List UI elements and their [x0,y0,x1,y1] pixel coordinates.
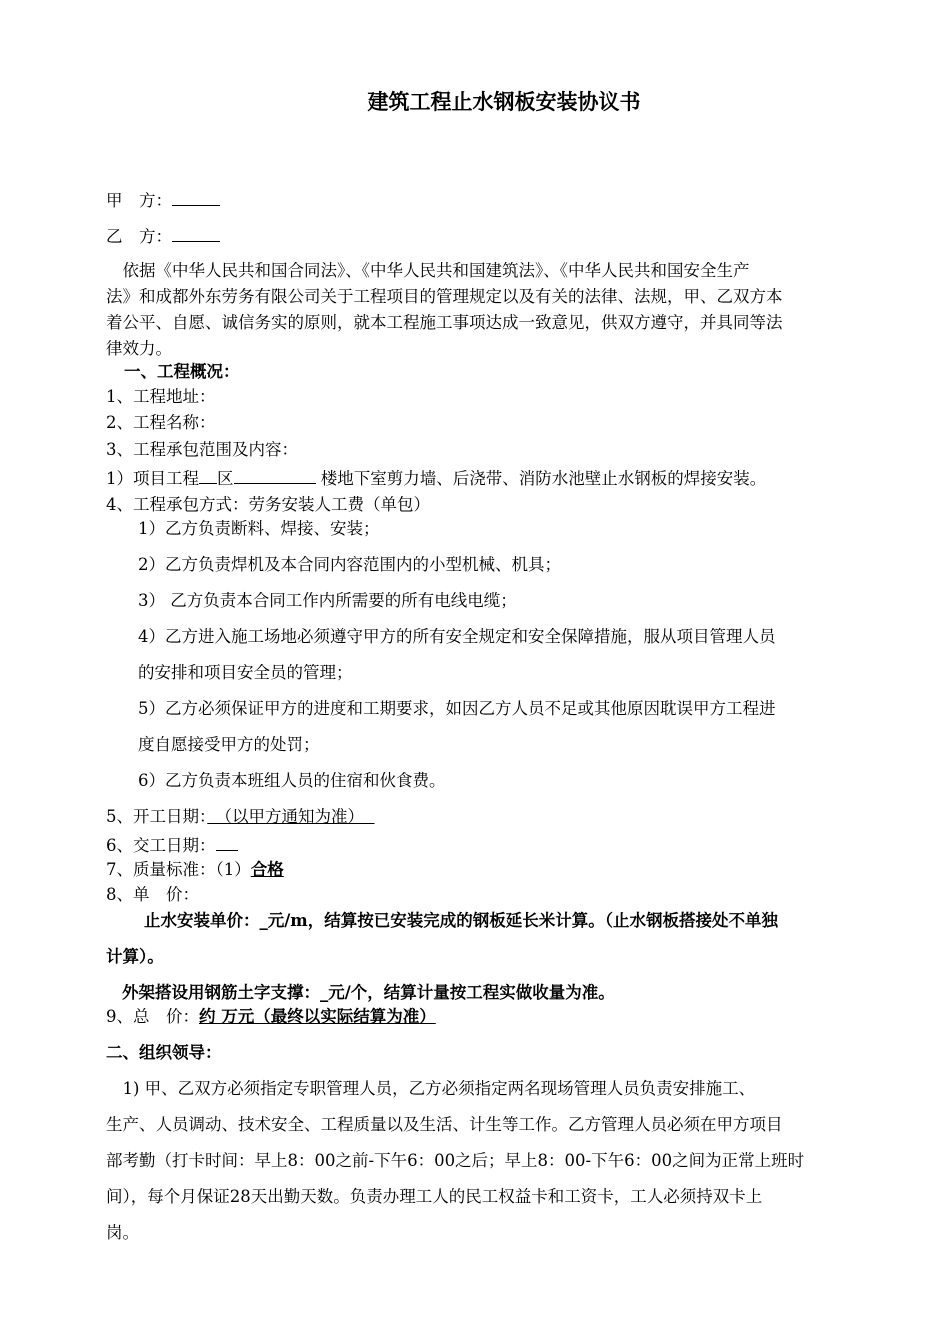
contract-method: 4、工程承包方式：劳务安装人工费（单包） [106,495,430,514]
start-date-label: 5、开工日期： [106,807,208,826]
quality-label: 7、质量标准：（1） [106,860,251,879]
scope-item [106,466,766,490]
section2-line: 间），每个月保证28天出勤天数。负责办理工人的民工权益卡和工资卡，工人必须持双卡上 [106,1187,763,1206]
start-date-trail [364,807,375,826]
start-date-value: （以甲方通知为准） [207,807,364,826]
document-title: 建筑工程止水钢板安装协议书 [367,90,641,114]
section2-line: 生产、人员调动、技术安全、工程质量以及生活、计生等工作。乙方管理人员必须在甲方项目 [106,1115,783,1134]
party-a-line [106,188,220,212]
duty-item: 2）乙方负责焊机及本合同内容范围内的小型机械、机具； [138,555,561,574]
start-date-line [106,806,375,828]
intro-line: 依据《中华人民共和国合同法》、《中华人民共和国建筑法》、《中华人民共和国安全生产 [106,261,750,280]
scope-blank [234,466,316,484]
quality-line [106,859,284,881]
project-address: 1、工程地址： [106,387,216,406]
duty-item: 3） 乙方负责本合同工作内所需要的所有电线电缆； [138,591,517,610]
scope-item-suffix: 楼地下室剪力墙、后浇带、消防水池壁止水钢板的焊接安装。 [315,469,767,488]
party-b-line [106,224,220,248]
project-name: 2、工程名称： [106,413,216,432]
section2-heading: 二、组织领导： [106,1043,222,1062]
intro-line: 法》和成都外东劳务有限公司关于工程项目的管理规定以及有关的法律、法规，甲、乙双方本 [106,287,783,306]
intro-line: 律效力。 [106,339,172,358]
support-price-line: 外架搭设用钢筋土字支撑：_元/个，结算计量按工程实做收量为准。 [122,983,615,1002]
unit-price-label: 8、单 价： [106,885,199,904]
duty-item: 的安排和项目安全员的管理； [138,663,353,682]
duty-item: 4）乙方进入施工场地必须遵守甲方的所有安全规定和安全保障措施，服从项目管理人员 [138,627,776,646]
duty-item: 5）乙方必须保证甲方的进度和工期要求，如因乙方人员不足或其他原因耽误甲方工程进 [138,699,776,718]
party-b-label: 乙 方： [106,227,172,246]
scope-blank [199,466,217,484]
total-price-line [106,1006,436,1028]
party-b-blank [172,224,220,242]
duty-item: 6）乙方负责本班组人员的住宿和伙食费。 [138,771,446,790]
duty-item: 1）乙方负责断料、焊接、安装； [138,519,380,538]
total-price-value: 约 万元（最终以实际结算为准） [199,1007,436,1026]
duty-item: 度自愿接受甲方的处罚； [138,735,320,754]
total-price-label: 9、总 价： [106,1007,199,1026]
party-a-label: 甲 方： [106,191,172,210]
party-a-blank [172,188,220,206]
scope-item-prefix: 1）项目工程 [106,469,199,488]
project-scope: 3、工程承包范围及内容： [106,440,298,459]
section2-line: 岗。 [106,1223,139,1242]
quality-value: 合格 [250,860,284,879]
end-date-line [106,833,238,857]
intro-line: 着公平、自愿、诚信务实的原则，就本工程施工事项达成一致意见，供双方遵守，并具同等法 [106,313,783,332]
unit-price-line: 止水安装单价：_元/m，结算按已安装完成的钢板延长米计算。（止水钢板搭接处不单独 [144,911,778,930]
end-date-label: 6、交工日期： [106,836,216,855]
unit-price-line: 计算）。 [106,947,164,966]
section1-heading: 一、工程概况： [124,362,240,381]
scope-item-mid: 区 [217,469,234,488]
end-date-blank [216,833,238,851]
section2-line: 1) 甲、乙双方必须指定专职管理人员，乙方必须指定两名现场管理人员负责安排施工、 [106,1079,756,1098]
section2-line: 部考勤（打卡时间：早上8：00之前-下午6：00之后；早上8：00-下午6：00之间为正常上班时 [106,1151,805,1170]
